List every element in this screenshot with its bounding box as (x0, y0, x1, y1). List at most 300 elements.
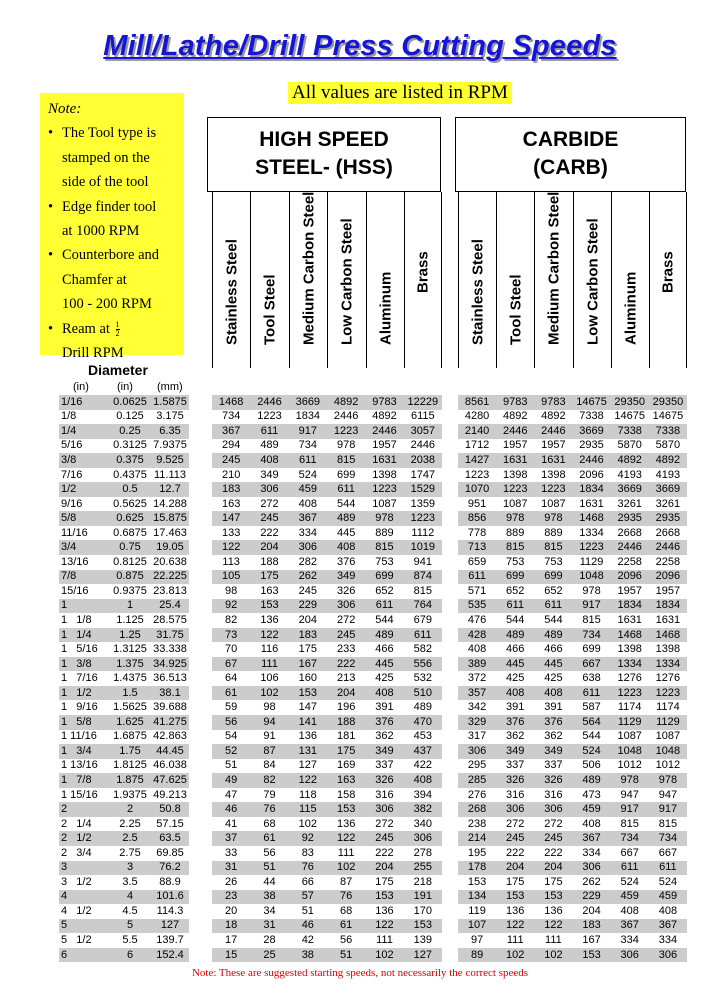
hss-row (212, 875, 442, 890)
carbide-rpm-cell: 611 (572, 686, 610, 701)
hss-rpm-cell: 23 (212, 890, 250, 905)
carbide-rpm-cell: 14675 (652, 410, 684, 423)
diameter-decimal-cell: 0.5625 (113, 497, 147, 510)
carbide-rpm-cell: 1631 (655, 613, 681, 626)
hss-rpm-cell: 169 (336, 759, 356, 772)
carbide-rpm-cell: 2446 (611, 540, 649, 555)
carbide-rpm-cell: 9783 (534, 395, 572, 410)
carbide-rpm-cell: 611 (611, 861, 649, 876)
hss-header (207, 117, 441, 192)
diameter-row (59, 526, 189, 541)
diameter-fraction-cell: 1 (59, 599, 109, 614)
carbide-rpm-cell: 122 (534, 919, 572, 934)
hss-material-label: Brass (414, 251, 432, 293)
carbide-rpm-cell: 524 (620, 875, 639, 888)
diameter-decimal-cell: 0.0625 (109, 395, 151, 410)
hss-rpm-cell: 611 (365, 599, 403, 614)
carbide-rpm-cell: 111 (506, 934, 524, 946)
hss-rpm-cell: 422 (413, 759, 432, 772)
note-line (48, 268, 184, 292)
carbide-rpm-cell: 4892 (502, 410, 528, 423)
diameter-fraction-cell: 2 3/4 (61, 846, 92, 859)
hss-rpm-cell: 61 (250, 831, 288, 846)
hss-rpm-cell: 54 (225, 730, 238, 743)
diameter-mm-cell: 9.525 (151, 453, 189, 468)
diameter-row (59, 831, 189, 846)
diameter-decimal-cell: 1.5 (109, 686, 151, 701)
note-heading-text: Note (48, 101, 77, 117)
carbide-rpm-cell: 544 (582, 730, 601, 743)
carbide-rpm-cell: 815 (582, 613, 601, 626)
carbide-rpm-cell: 295 (467, 759, 487, 772)
carbide-rpm-cell: 951 (467, 497, 487, 510)
diameter-row (59, 453, 189, 468)
hss-rpm-cell: 611 (404, 628, 442, 643)
note-bullet: • (48, 320, 54, 337)
hss-rpm-cell: 133 (221, 526, 241, 539)
carbide-rpm-cell: 122 (496, 919, 534, 934)
hss-row (212, 802, 442, 817)
carbide-row (458, 919, 687, 934)
diameter-row (59, 948, 189, 963)
hss-rpm-cell: 181 (336, 730, 356, 743)
diameter-decimal-cell: 1.4375 (113, 672, 147, 685)
hss-rpm-cell: 76 (327, 890, 365, 905)
hss-row (212, 468, 442, 483)
diameter-fraction-cell: 6 (59, 948, 109, 963)
hss-rpm-cell: 12229 (404, 395, 442, 410)
carbide-rpm-cell: 2096 (649, 570, 687, 585)
carbide-rpm-cell: 978 (611, 773, 649, 788)
diameter-row (59, 468, 189, 483)
note-line-text: Edge finder tool (62, 198, 157, 215)
carbide-row (458, 846, 687, 861)
carbide-rpm-cell: 1468 (611, 628, 649, 643)
diameter-mm-cell: 42.863 (153, 730, 187, 743)
diameter-fraction-cell: 4 (59, 890, 109, 905)
hss-rpm-cell: 46 (212, 802, 250, 817)
carbide-rpm-cell: 9783 (496, 395, 534, 410)
carbide-rpm-cell: 306 (534, 802, 572, 817)
carbide-rpm-cell: 652 (506, 584, 525, 597)
carbide-rpm-cell: 7338 (579, 410, 604, 423)
carbide-rpm-cell: 262 (582, 875, 601, 888)
carbide-rpm-cell: 917 (572, 599, 610, 614)
diameter-fraction-cell: 1/8 (61, 410, 77, 423)
hss-rpm-cell: 470 (404, 715, 442, 730)
hss-rpm-cell: 111 (376, 934, 393, 946)
hss-rpm-cell: 56 (340, 934, 353, 946)
diameter-fraction-cell: 4 1/2 (61, 904, 92, 917)
carbide-rpm-cell: 1334 (579, 526, 604, 539)
carbide-row (458, 439, 687, 454)
diameter-decimal-cell: 0.3125 (113, 439, 147, 452)
diameter-decimal-cell: 1.5625 (113, 701, 147, 714)
diameter-row (59, 919, 189, 934)
diameter-mm-cell: 17.463 (153, 526, 187, 539)
carbide-rpm-cell: 734 (611, 831, 649, 846)
diameter-mm-cell: 69.85 (156, 846, 184, 859)
carbide-rpm-cell: 1834 (611, 599, 649, 614)
hss-rpm-cell: 382 (404, 802, 442, 817)
carbide-row (458, 686, 687, 701)
hss-rpm-cell: 188 (260, 555, 279, 568)
hss-rpm-cell: 4892 (327, 395, 365, 410)
hss-rpm-cell: 334 (298, 526, 317, 539)
hss-rpm-cell: 255 (404, 861, 442, 876)
hss-rpm-cell: 170 (413, 904, 432, 917)
hss-rpm-cell: 222 (327, 657, 365, 672)
carbide-rpm-cell: 917 (649, 802, 687, 817)
hss-rpm-cell: 44 (263, 875, 276, 888)
carbide-rpm-cell: 362 (506, 730, 525, 743)
hss-rpm-cell: 56 (263, 846, 276, 859)
diameter-mm-cell: 12.7 (151, 482, 189, 497)
note-line (48, 292, 184, 316)
hss-rpm-cell: 175 (298, 643, 317, 656)
diameter-row (59, 395, 189, 410)
diameter-decimal-cell: 0.375 (109, 453, 151, 468)
hss-rpm-cell: 111 (250, 657, 288, 672)
hss-rpm-cell: 510 (404, 686, 442, 701)
hss-rpm-cell: 87 (250, 744, 288, 759)
carbide-rpm-cell: 425 (544, 672, 563, 685)
hss-rpm-cell: 1223 (327, 424, 365, 439)
carbide-rpm-cell: 734 (649, 831, 687, 846)
hss-rpm-cell: 306 (289, 540, 327, 555)
diameter-mm-cell: 7.9375 (153, 439, 187, 452)
carbide-rpm-cell: 1957 (502, 439, 528, 452)
diameter-mm-cell: 11.113 (153, 468, 186, 481)
hss-rpm-cell: 466 (375, 643, 394, 656)
hss-rpm-cell: 139 (413, 934, 432, 946)
carbide-rpm-cell: 659 (467, 555, 487, 568)
hss-rpm-cell: 31 (212, 861, 250, 876)
diameter-mm-cell: 114.3 (156, 904, 184, 917)
hss-rpm-cell: 1223 (257, 410, 282, 423)
diameter-mm-cell: 1.5875 (151, 395, 189, 410)
carbide-rpm-cell: 889 (544, 526, 563, 539)
hss-rpm-cell: 83 (301, 846, 314, 859)
carbide-row (458, 395, 687, 410)
hss-rpm-cell: 66 (301, 875, 314, 888)
carbide-rpm-cell: 2258 (617, 555, 642, 568)
carbide-rpm-cell: 306 (611, 948, 649, 963)
note-line-text: at 1000 RPM (62, 223, 140, 240)
carbide-rpm-cell: 524 (572, 744, 610, 759)
carbide-rpm-cell: 376 (534, 715, 572, 730)
diameter-fraction-cell: 1 3/4 (59, 744, 109, 759)
carb-column-header (458, 192, 496, 368)
carbide-rpm-cell: 459 (611, 890, 649, 905)
carbide-rpm-cell: 2935 (611, 511, 649, 526)
carbide-rpm-cell: 89 (458, 948, 496, 963)
carbide-row (458, 657, 687, 672)
carbide-rpm-cell: 4193 (617, 468, 642, 481)
carbide-row (458, 584, 687, 599)
diameter-mm-cell: 76.2 (151, 861, 189, 876)
diameter-row (59, 904, 189, 919)
hss-row (212, 831, 442, 846)
carbide-rpm-cell: 5870 (655, 439, 681, 452)
hss-rpm-cell: 815 (365, 540, 403, 555)
diameter-mm-cell: 101.6 (151, 890, 189, 905)
carbide-rpm-cell: 7338 (649, 424, 687, 439)
hss-column-header (289, 192, 327, 368)
hss-rpm-cell: 1529 (404, 482, 442, 497)
hss-rpm-cell: 1112 (411, 526, 435, 539)
diameter-mm-cell: 28.575 (153, 613, 187, 626)
carbide-row (458, 671, 687, 686)
diameter-mm-cell: 152.4 (151, 948, 189, 963)
hss-rpm-cell: 131 (289, 744, 327, 759)
carbide-rpm-cell: 2096 (611, 570, 649, 585)
hss-rpm-cell: 306 (250, 482, 288, 497)
hss-rpm-cell: 734 (221, 410, 241, 423)
hss-rpm-cell: 282 (298, 555, 317, 568)
carbide-rpm-cell: 1223 (496, 482, 534, 497)
diameter-fraction-cell: 1 9/16 (61, 701, 98, 714)
hss-header-line-1: HIGH SPEED (259, 128, 389, 151)
hss-rpm-cell: 42 (301, 934, 314, 946)
hss-rpm-cell: 67 (212, 657, 250, 672)
carbide-rpm-cell: 334 (582, 846, 601, 859)
diameter-fraction-cell: 3/8 (59, 453, 109, 468)
carbide-speed-table (458, 395, 687, 962)
carbide-row (458, 468, 687, 483)
diameter-row (59, 861, 189, 876)
diameter-fraction-cell: 1 3/8 (59, 657, 109, 672)
carbide-rpm-cell: 1398 (655, 643, 681, 656)
hss-rpm-cell: 376 (365, 715, 403, 730)
hss-rpm-cell: 122 (365, 919, 403, 934)
note-lines (48, 121, 184, 316)
diameter-mm-cell: 20.638 (153, 555, 187, 568)
diameter-mm-cell: 57.15 (156, 817, 184, 830)
carb-header-line-1: CARBIDE (522, 128, 619, 151)
carbide-row (458, 904, 687, 919)
hss-rpm-cell: 17 (225, 934, 238, 946)
carbide-rpm-cell: 306 (572, 861, 610, 876)
carbide-rpm-cell: 753 (544, 555, 563, 568)
ream-denominator: 2 (115, 328, 120, 338)
carbide-row (458, 730, 687, 745)
diameter-row (59, 671, 189, 686)
carbide-rpm-cell: 1398 (541, 468, 566, 481)
diameter-row (59, 555, 189, 570)
carbide-rpm-cell: 1957 (655, 584, 681, 597)
carbide-rpm-cell: 167 (582, 934, 601, 946)
carbide-rpm-cell: 204 (496, 861, 534, 876)
ream-numerator: 1 (115, 319, 120, 329)
hss-rpm-cell: 340 (413, 817, 432, 830)
carbide-rpm-cell: 2935 (579, 439, 604, 452)
diameter-decimal-cell: 3 (109, 861, 151, 876)
hss-rpm-cell: 52 (212, 744, 250, 759)
carbide-rpm-cell: 652 (544, 584, 563, 597)
diameter-decimal-cell: 1.8125 (113, 759, 147, 772)
carbide-rpm-cell: 204 (534, 861, 572, 876)
hss-rpm-cell: 98 (263, 701, 276, 714)
hss-rpm-cell: 556 (404, 657, 442, 672)
note-bullet: • (48, 198, 54, 215)
carbide-rpm-cell: 1468 (572, 511, 610, 526)
diameter-decimal-cell: 2.25 (119, 817, 141, 830)
carbide-rpm-cell: 306 (649, 948, 687, 963)
carbide-rpm-cell: 2096 (579, 468, 604, 481)
hss-rpm-cell: 92 (289, 831, 327, 846)
hss-rpm-cell: 367 (289, 511, 327, 526)
carbide-rpm-cell: 178 (458, 861, 496, 876)
carbide-rpm-cell: 713 (458, 540, 496, 555)
hss-row (212, 861, 442, 876)
hss-rpm-cell: 76 (289, 861, 327, 876)
carbide-rpm-cell: 408 (534, 686, 572, 701)
hss-rpm-cell: 362 (375, 730, 394, 743)
unit-dec-in: (in) (117, 381, 133, 393)
hss-rpm-cell: 874 (404, 570, 442, 585)
hss-rpm-cell: 524 (298, 468, 317, 481)
note-bullet: • (48, 247, 54, 264)
hss-rpm-cell: 394 (413, 788, 432, 801)
diameter-row (59, 875, 189, 890)
carbide-rpm-cell: 183 (572, 919, 610, 934)
hss-row (212, 671, 442, 686)
hss-rpm-cell: 611 (289, 453, 327, 468)
carbide-rpm-cell: 466 (544, 643, 563, 656)
carbide-rpm-cell: 222 (544, 846, 563, 859)
carbide-rpm-cell: 611 (496, 599, 534, 614)
carbide-rpm-cell: 815 (620, 817, 639, 830)
hss-rpm-cell: 61 (212, 686, 250, 701)
hss-rpm-cell: 84 (263, 759, 276, 772)
carbide-rpm-cell: 1048 (611, 744, 649, 759)
hss-rpm-cell: 37 (212, 831, 250, 846)
carbide-rpm-cell: 391 (506, 701, 525, 714)
diameter-decimal-cell: 5 (109, 919, 151, 934)
diameter-row (59, 511, 189, 526)
hss-rpm-cell: 222 (260, 526, 279, 539)
hss-rpm-cell: 122 (250, 628, 288, 643)
carbide-rpm-cell: 195 (467, 846, 487, 859)
note-line-text: The Tool type is (62, 125, 157, 142)
carbide-rpm-cell: 2446 (572, 453, 610, 468)
hss-row (212, 439, 442, 454)
carbide-rpm-cell: 389 (458, 657, 496, 672)
hss-rpm-cell: 1223 (365, 482, 403, 497)
diameter-row (59, 890, 189, 905)
carbide-rpm-cell: 1129 (611, 715, 649, 730)
hss-rpm-cell: 49 (212, 773, 250, 788)
carbide-rpm-cell: 1834 (649, 599, 687, 614)
carbide-rpm-cell: 334 (658, 934, 678, 946)
carb-column-header (573, 192, 611, 368)
carbide-rpm-cell: 753 (506, 555, 525, 568)
diameter-mm-cell: 25.4 (151, 599, 189, 614)
hss-rpm-cell: 489 (365, 628, 403, 643)
hss-rpm-cell: 183 (289, 628, 327, 643)
hss-rpm-cell: 73 (212, 628, 250, 643)
carbide-row (458, 570, 687, 585)
hss-rpm-cell: 489 (413, 701, 432, 714)
carbide-rpm-cell: 1048 (572, 570, 610, 585)
hss-rpm-cell: 2038 (404, 453, 442, 468)
carbide-rpm-cell: 947 (620, 788, 639, 801)
diameter-decimal-cell: 2 (109, 802, 151, 817)
hss-rpm-cell: 115 (289, 802, 327, 817)
diameter-decimal-cell: 1.375 (109, 657, 151, 672)
hss-rpm-cell: 167 (289, 657, 327, 672)
carbide-rpm-cell: 667 (620, 846, 639, 859)
hss-rpm-cell: 408 (327, 540, 365, 555)
hss-rpm-cell: 196 (336, 701, 356, 714)
page-title: Mill/Lathe/Drill Press Cutting Speeds (103, 30, 617, 62)
diameter-fraction-cell: 1 1/4 (59, 628, 109, 643)
hss-rpm-cell: 1747 (410, 468, 436, 481)
carbide-rpm-cell: 376 (496, 715, 534, 730)
note-line (48, 170, 184, 194)
carbide-row (458, 933, 687, 948)
carbide-row (458, 875, 687, 890)
hss-column-header (404, 192, 442, 368)
carbide-rpm-cell: 778 (467, 526, 487, 539)
hss-rpm-cell: 141 (289, 715, 327, 730)
hss-rpm-cell: 679 (413, 613, 432, 626)
hss-row (212, 657, 442, 672)
hss-rpm-cell: 306 (327, 599, 365, 614)
carbide-rpm-cell: 316 (544, 788, 563, 801)
hss-rpm-cell: 116 (260, 643, 279, 656)
carbide-row (458, 890, 687, 905)
carbide-rpm-cell: 367 (649, 919, 687, 934)
diameter-decimal-cell: 0.625 (109, 511, 151, 526)
carbide-rpm-cell: 29350 (649, 395, 687, 410)
carbide-row (458, 744, 687, 759)
carbide-rpm-cell: 272 (544, 817, 563, 830)
carbide-row (458, 831, 687, 846)
carbide-rpm-cell: 97 (470, 934, 484, 946)
carbide-row (458, 861, 687, 876)
carbide-rpm-cell: 285 (458, 773, 496, 788)
unit-mm: (mm) (157, 381, 183, 393)
diameter-decimal-cell: 0.875 (109, 570, 151, 585)
diameter-decimal-cell: 2.5 (109, 831, 151, 846)
carbide-rpm-cell: 445 (496, 657, 534, 672)
hss-rpm-cell: 204 (298, 613, 317, 626)
diameter-mm-cell: 49.213 (153, 788, 187, 801)
carbide-rpm-cell: 917 (611, 802, 649, 817)
hss-rpm-cell: 611 (250, 424, 288, 439)
carbide-row (458, 773, 687, 788)
carbide-rpm-cell: 5870 (617, 439, 642, 452)
carbide-row (458, 599, 687, 614)
hss-rpm-cell: 245 (298, 584, 317, 597)
diameter-mm-cell: 6.35 (151, 424, 189, 439)
carbide-rpm-cell: 268 (458, 802, 496, 817)
diameter-mm-cell: 36.513 (153, 672, 187, 685)
hss-row (212, 526, 442, 541)
hss-rpm-cell: 1834 (295, 410, 321, 423)
hss-rpm-cell: 153 (365, 890, 403, 905)
hss-row (212, 890, 442, 905)
hss-rpm-cell: 118 (299, 788, 317, 801)
hss-rpm-cell: 183 (212, 482, 250, 497)
carbide-rpm-cell: 699 (534, 570, 572, 585)
carbide-rpm-cell: 111 (545, 934, 562, 946)
hss-rpm-cell: 734 (298, 439, 317, 452)
carbide-rpm-cell: 587 (582, 701, 601, 714)
carbide-rpm-cell: 1631 (617, 613, 642, 626)
